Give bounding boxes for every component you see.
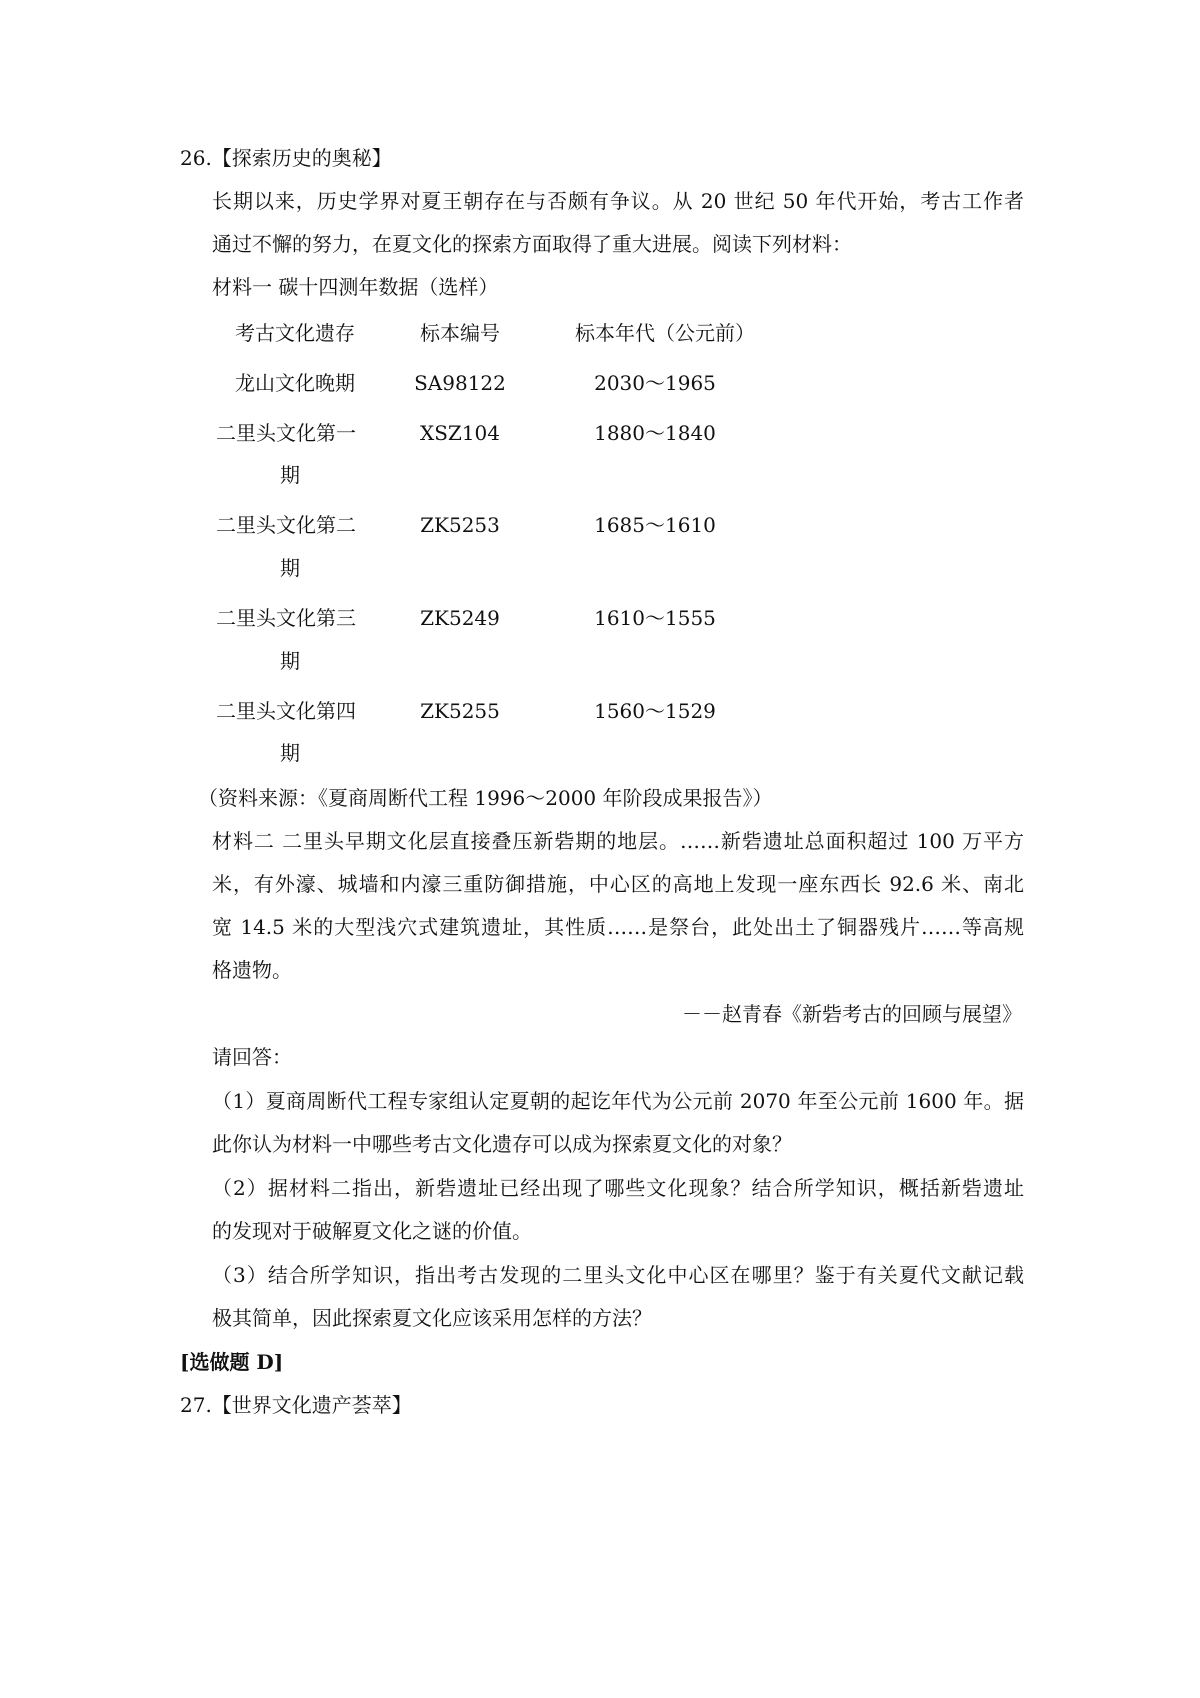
sub-question-1-line-1: （1）夏商周断代工程专家组认定夏朝的起讫年代为公元前 2070 年至公元前 1600 年。据 [212,1089,1024,1113]
table-row-2-age: 1685～1610 [594,513,716,537]
table-row-2-culture-cont: 期 [280,556,300,580]
sub-question-3-line-2: 极其简单，因此探索夏文化应该采用怎样的方法？ [212,1306,652,1330]
material-2-attribution: －－赵青春《新砦考古的回顾与展望》 [682,1002,1022,1026]
table-row-1-culture-cont: 期 [280,463,300,487]
material-2-line-3: 宽 14.5 米的大型浅穴式建筑遗址，其性质……是祭台，此处出土了铜器残片……等高规 [212,915,1024,939]
material-2-line-2: 米，有外濠、城墙和内濠三重防御措施，中心区的高地上发现一座东西长 92.6 米、南北 [212,872,1024,896]
table-row-4-sample-id: ZK5255 [420,699,500,723]
question-26-title: 26.【探索历史的奥秘】 [180,146,392,170]
table-row-4-age: 1560～1529 [594,699,716,723]
material-2-line-1: 材料二 二里头早期文化层直接叠压新砦期的地层。……新砦遗址总面积超过 100 万平方 [212,829,1024,853]
material-1-title: 材料一 碳十四测年数据（选样） [212,275,499,299]
table-row-4-culture-cont: 期 [280,741,300,765]
table-row-1-sample-id: XSZ104 [419,421,500,445]
sub-question-1-line-2: 此你认为材料一中哪些考古文化遗存可以成为探索夏文化的对象？ [212,1132,792,1156]
table-row-3-culture: 二里头文化第三 [216,606,356,630]
table-header-sample-id: 标本编号 [420,321,500,345]
table-row-2-sample-id: ZK5253 [420,513,500,537]
table-row-1-culture: 二里头文化第一 [216,421,356,445]
sub-question-2-line-2: 的发现对于破解夏文化之谜的价值。 [212,1219,532,1243]
table-row-2-culture: 二里头文化第二 [216,513,356,537]
table-row-1-age: 1880～1840 [594,421,716,445]
table-row-3-culture-cont: 期 [280,649,300,673]
table-row-3-age: 1610～1555 [594,606,716,630]
question-27-title: 27.【世界文化遗产荟萃】 [180,1393,412,1417]
table-row-3-sample-id: ZK5249 [420,606,500,630]
intro-text-line-1: 长期以来，历史学界对夏王朝存在与否颇有争议。从 20 世纪 50 年代开始，考古工作者 [212,189,1024,213]
table-header-culture: 考古文化遗存 [235,321,355,345]
sub-question-2-line-1: （2）据材料二指出，新砦遗址已经出现了哪些文化现象？结合所学知识，概括新砦遗址 [212,1176,1024,1200]
intro-text-line-2: 通过不懈的努力，在夏文化的探索方面取得了重大进展。阅读下列材料： [212,232,852,256]
answer-prompt: 请回答： [212,1045,292,1069]
table-row-0-culture: 龙山文化晚期 [235,371,355,395]
material-1-source: （资料来源：《夏商周断代工程 1996～2000 年阶段成果报告》） [198,786,773,810]
sub-question-3-line-1: （3）结合所学知识，指出考古发现的二里头文化中心区在哪里？鉴于有关夏代文献记载 [212,1263,1024,1287]
table-row-0-age: 2030～1965 [594,371,716,395]
elective-section-label: [选做题 D] [180,1350,284,1374]
material-2-line-4: 格遗物。 [212,958,292,982]
table-row-4-culture: 二里头文化第四 [216,699,356,723]
table-header-sample-age: 标本年代（公元前） [575,321,755,345]
table-row-0-sample-id: SA98122 [414,371,506,395]
